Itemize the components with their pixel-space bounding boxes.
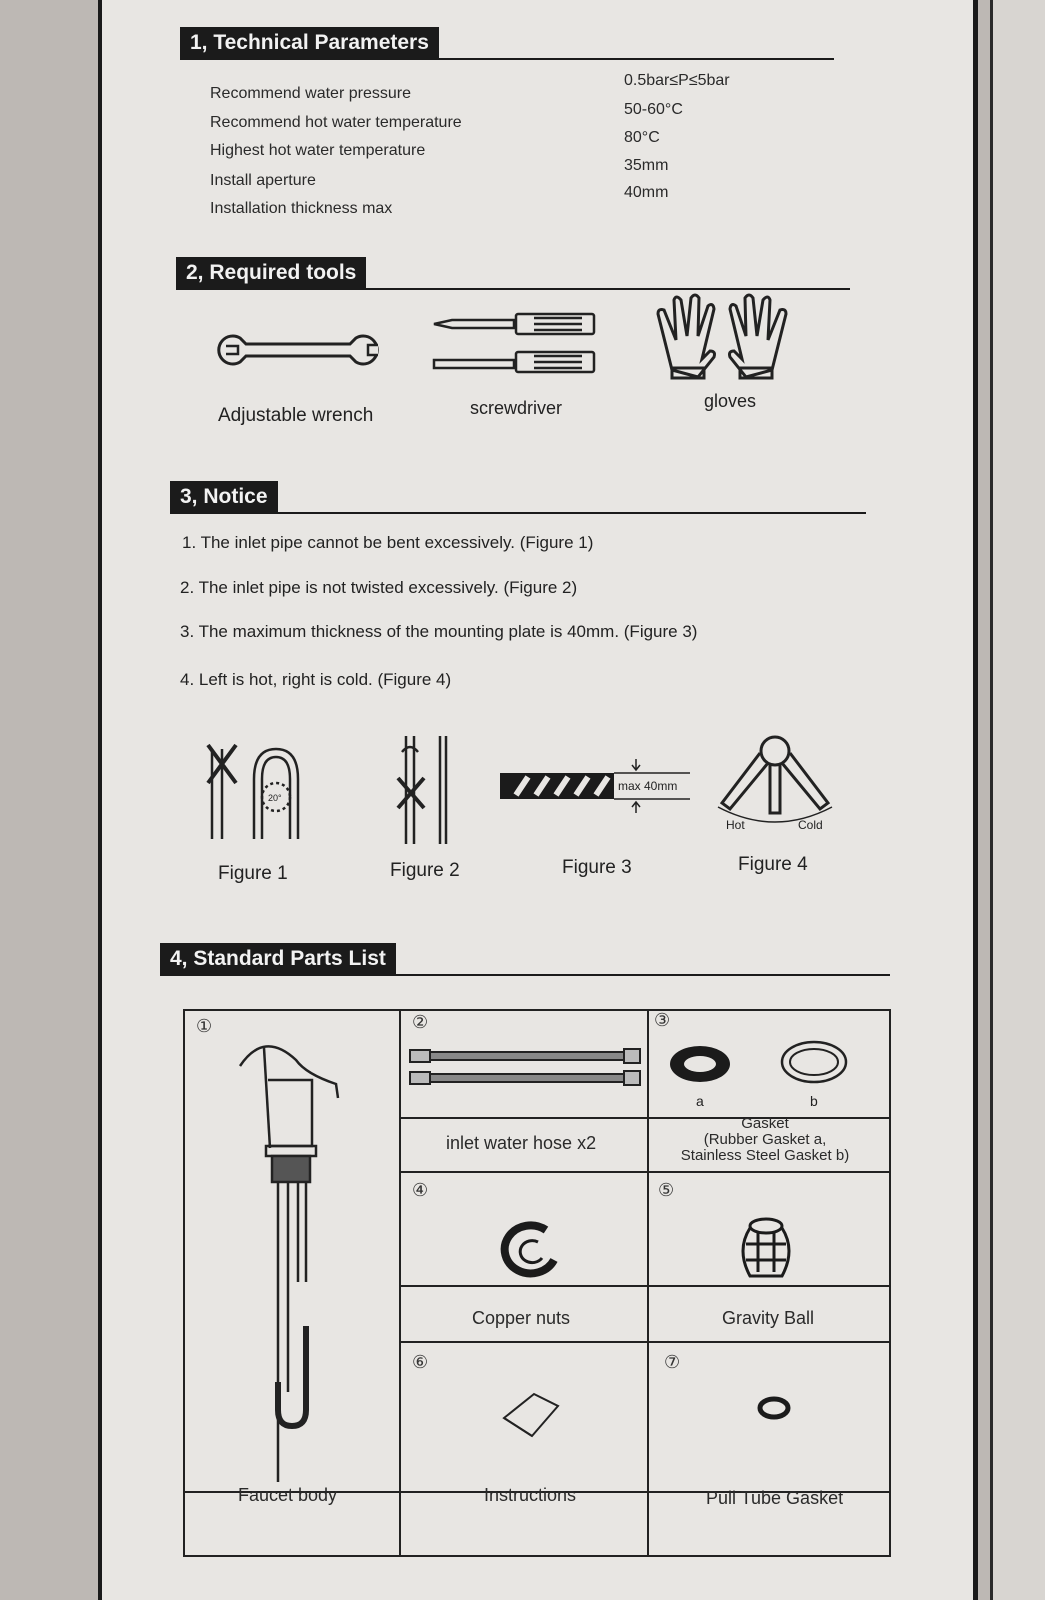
wrench-icon bbox=[222, 330, 382, 370]
param-value: 80°C bbox=[624, 129, 660, 146]
part-number: ② bbox=[412, 1012, 429, 1033]
copper-nut-icon bbox=[494, 1220, 564, 1284]
gasket-label-line: Gasket bbox=[741, 1115, 789, 1132]
part-label: Gravity Ball bbox=[722, 1308, 815, 1328]
part-label: inlet water hose x2 bbox=[446, 1133, 597, 1153]
gasket-label-line: (Rubber Gasket a, bbox=[703, 1131, 827, 1148]
box-flap bbox=[990, 0, 1045, 1600]
section-title: 3, Notice bbox=[170, 481, 278, 514]
notice-item: 3. The maximum thickness of the mounting plate is 40mm. (Figure 3) bbox=[180, 622, 698, 641]
section-technical-header bbox=[180, 22, 834, 60]
part-label: Instructions bbox=[484, 1485, 577, 1505]
gloves-icon bbox=[652, 290, 792, 380]
param-label: Recommend hot water temperature bbox=[210, 114, 462, 131]
gasket-icon bbox=[662, 1040, 882, 1120]
section-tools-header bbox=[176, 252, 850, 290]
figure4-hot-cold-icon bbox=[710, 735, 840, 835]
figure3-mounting-plate-icon bbox=[498, 755, 698, 815]
param-label: Installation thickness max bbox=[210, 200, 393, 217]
param-value: 50-60°C bbox=[624, 101, 683, 118]
section-parts-header bbox=[160, 938, 890, 976]
gasket-b-label: b bbox=[810, 1093, 818, 1109]
gasket-label-line: Stainless Steel Gasket b) bbox=[680, 1147, 850, 1164]
param-label: Highest hot water temperature bbox=[210, 142, 426, 159]
part-label: Faucet body bbox=[238, 1485, 338, 1505]
part-number: ⑥ bbox=[412, 1352, 429, 1373]
notice-item: 4. Left is hot, right is cold. (Figure 4) bbox=[180, 670, 452, 689]
gravity-ball-icon bbox=[738, 1214, 794, 1284]
inlet-hose-icon bbox=[408, 1046, 644, 1090]
screwdriver-icon bbox=[430, 308, 600, 378]
faucet-body-icon bbox=[234, 1040, 344, 1430]
tool-label: screwdriver bbox=[470, 398, 563, 418]
param-label: Recommend water pressure bbox=[210, 85, 411, 102]
part-label: Pull Tube Gasket bbox=[706, 1488, 844, 1508]
part-number: ⑦ bbox=[664, 1352, 681, 1373]
pull-tube-gasket-icon bbox=[756, 1396, 792, 1420]
section-notice-header bbox=[170, 476, 866, 514]
param-label: Install aperture bbox=[210, 172, 316, 189]
tool-label: Adjustable wrench bbox=[218, 405, 374, 426]
figure2-twisted-pipe-icon bbox=[394, 730, 454, 850]
part-number: ① bbox=[196, 1016, 213, 1037]
notice-item: 2. The inlet pipe is not twisted excessively. (Figure 2) bbox=[180, 578, 578, 597]
part-label: Copper nuts bbox=[472, 1308, 571, 1328]
instruction-sheet bbox=[98, 0, 978, 1600]
figure1-angle: 20° bbox=[268, 793, 282, 803]
section-title: 2, Required tools bbox=[176, 257, 366, 290]
part-number: ③ bbox=[654, 1010, 671, 1031]
tool-label: gloves bbox=[704, 391, 757, 411]
figure3-max-label: max 40mm bbox=[618, 779, 678, 793]
param-value: 0.5bar≤P≤5bar bbox=[624, 72, 730, 89]
part-number: ④ bbox=[412, 1180, 429, 1201]
gasket-a-label: a bbox=[696, 1093, 704, 1109]
figure4-hot: Hot bbox=[726, 818, 745, 832]
figure-caption: Figure 4 bbox=[738, 854, 808, 875]
gasket-label bbox=[650, 1116, 880, 1164]
figure-caption: Figure 3 bbox=[562, 857, 632, 878]
param-value: 40mm bbox=[624, 184, 669, 201]
section-title: 4, Standard Parts List bbox=[160, 943, 396, 976]
notice-item: 1. The inlet pipe cannot be bent excessively. (Figure 1) bbox=[182, 533, 594, 552]
figure-caption: Figure 2 bbox=[390, 860, 460, 881]
figure1-bent-pipe-icon bbox=[198, 735, 328, 850]
figure-caption: Figure 1 bbox=[218, 863, 288, 884]
figure4-cold: Cold bbox=[798, 818, 823, 832]
param-value: 35mm bbox=[624, 157, 669, 174]
section-title: 1, Technical Parameters bbox=[180, 27, 439, 60]
part-number: ⑤ bbox=[658, 1180, 675, 1201]
instructions-icon bbox=[502, 1390, 562, 1440]
